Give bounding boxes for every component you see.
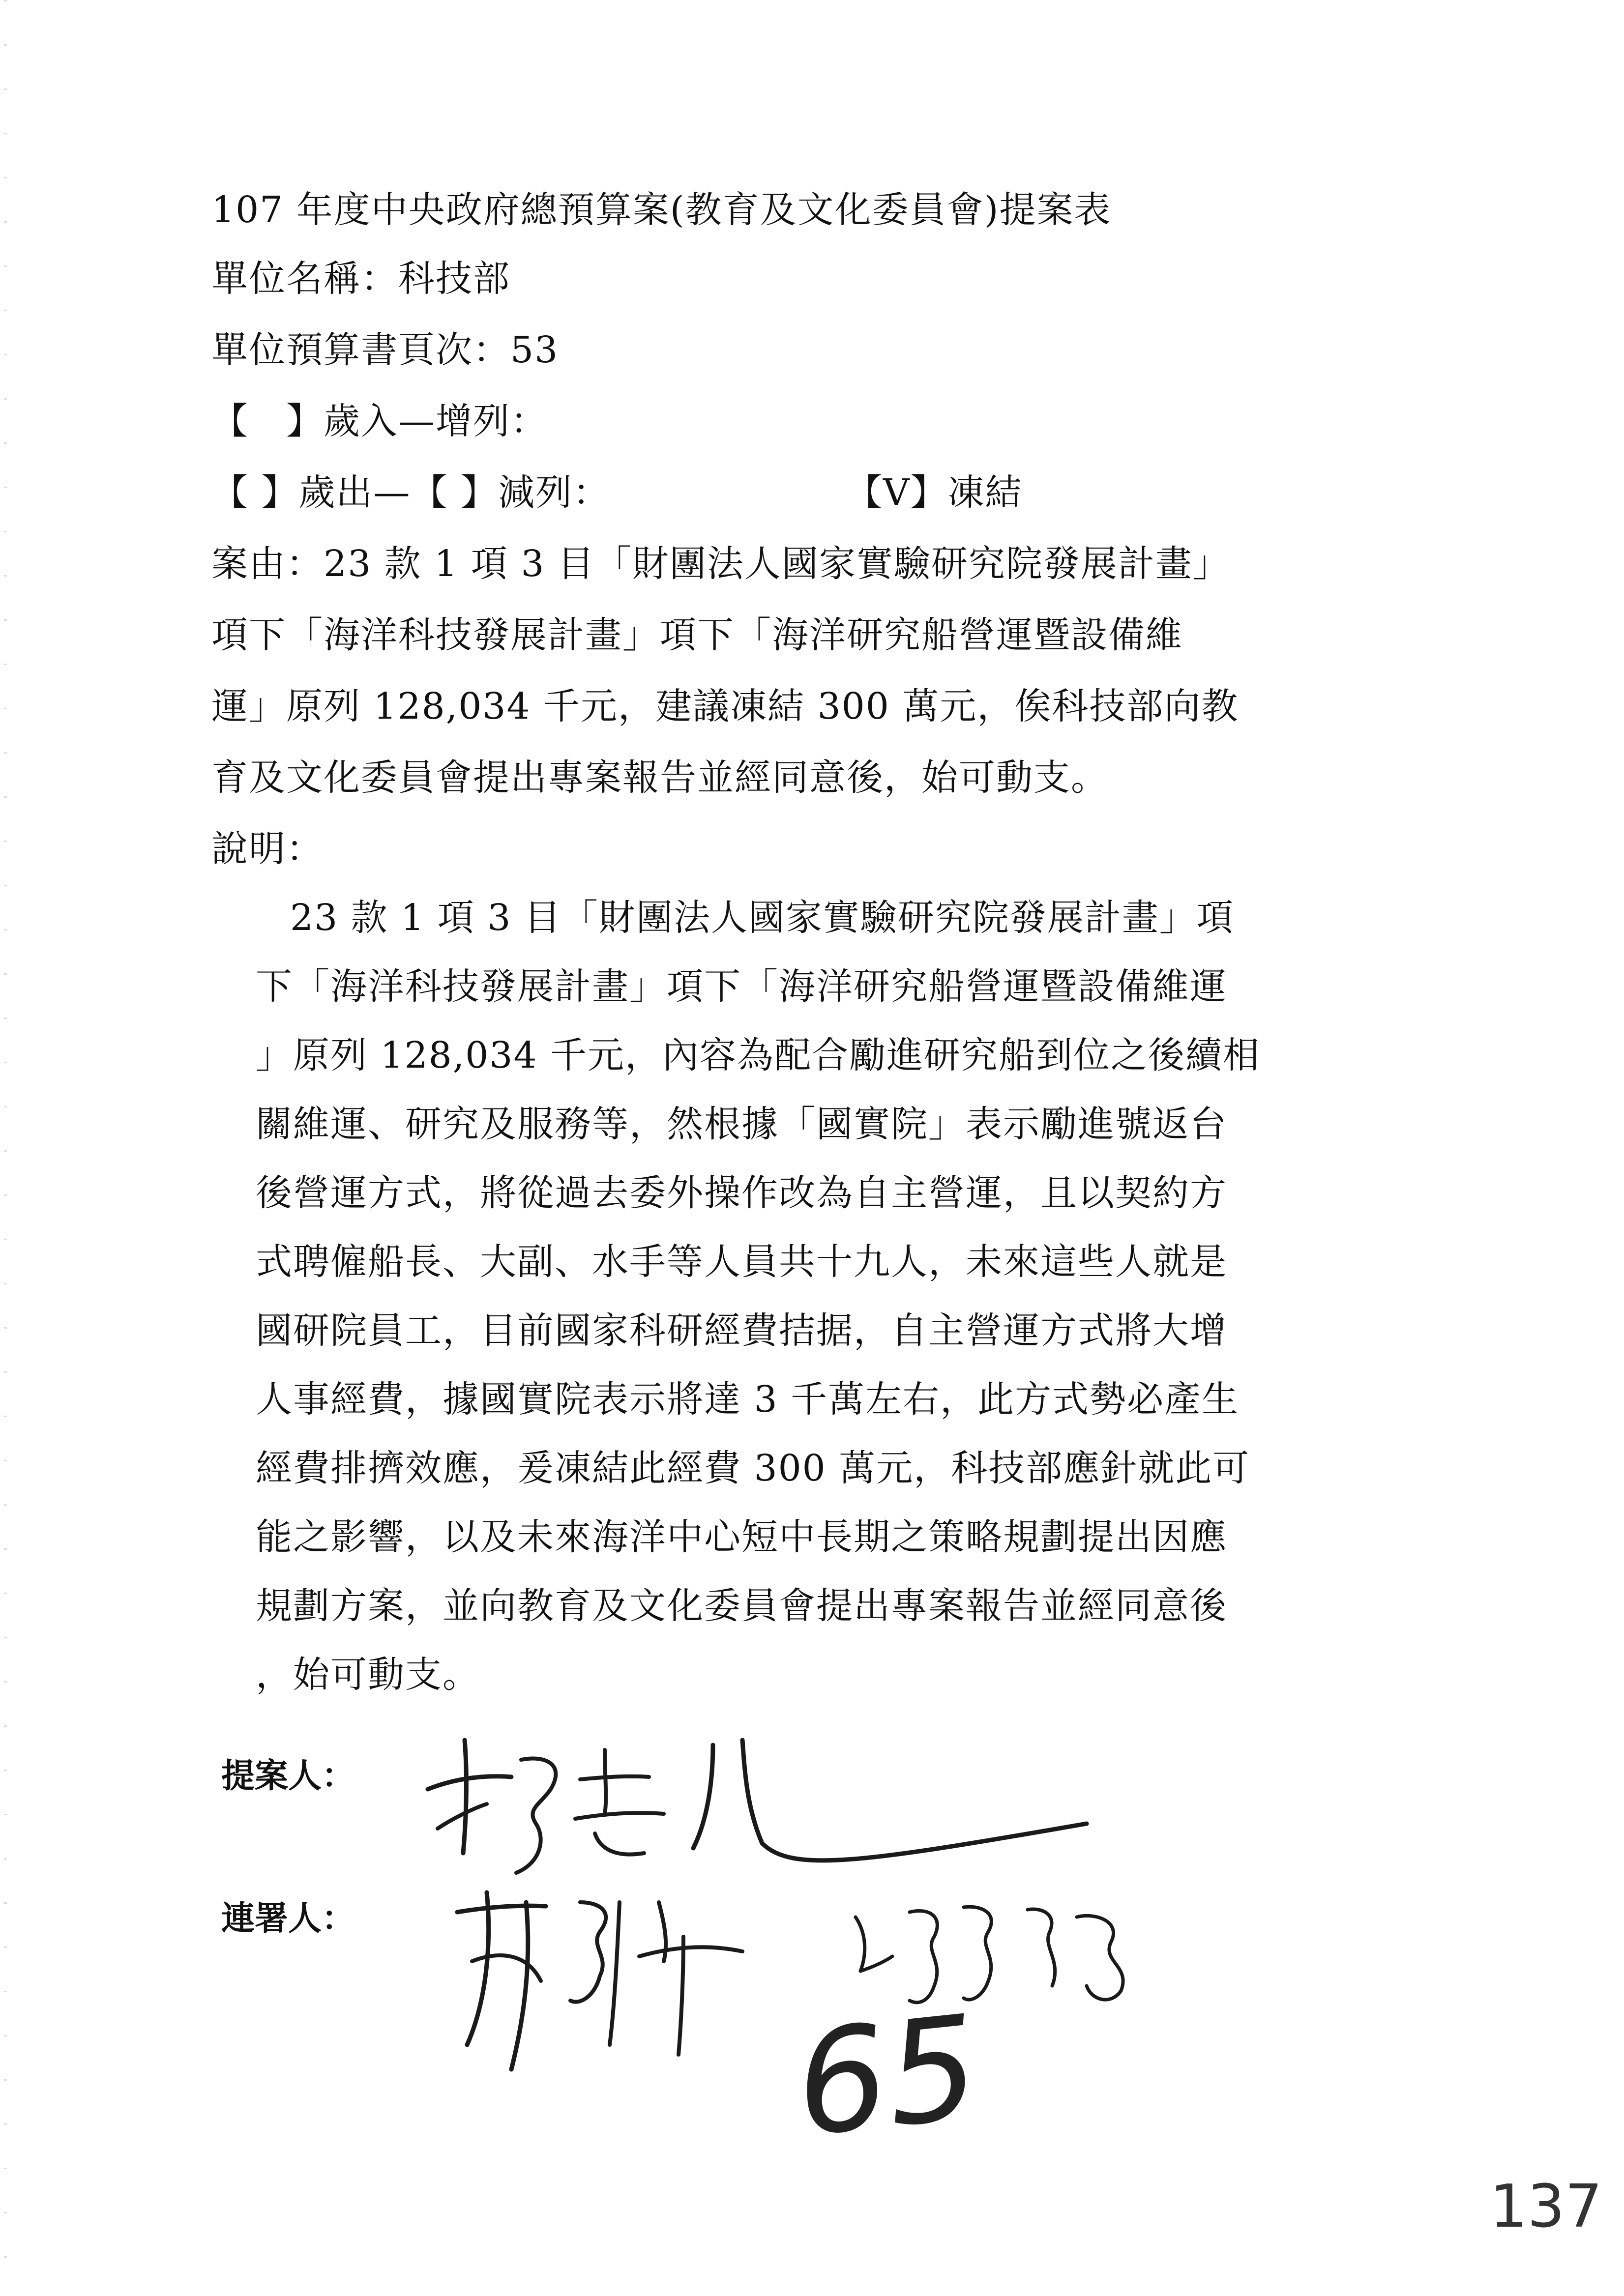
- handwritten-number: 65: [788, 1984, 986, 2169]
- cosigner-label: 連署人：: [221, 1899, 355, 1938]
- explanation-heading: 說明：: [211, 828, 324, 870]
- explanation-line: 」原列 128,034 千元，內容為配合勵進研究船到位之後續相: [256, 1034, 1261, 1076]
- budget-page-number: 單位預算書頁次：53: [211, 329, 559, 371]
- explanation-line: 能之影響，以及未來海洋中心短中長期之策略規劃提出因應: [256, 1516, 1227, 1558]
- explanation-line: 關維運、研究及服務等，然根據「國實院」表示勵進號返台: [256, 1103, 1227, 1145]
- case-line: 育及文化委員會提出專案報告並經同意後，始可動支。: [211, 756, 1108, 799]
- case-line: 運」原列 128,034 千元，建議凍結 300 萬元，俟科技部向教: [211, 685, 1239, 727]
- explanation-line: 國研院員工，目前國家科研經費拮据，自主營運方式將大增: [256, 1309, 1227, 1352]
- corner-page-number: 137: [1490, 2173, 1603, 2241]
- explanation-line: 下「海洋科技發展計畫」項下「海洋研究船營運暨設備維運: [256, 965, 1227, 1008]
- explanation-line: 規劃方案，並向教育及文化委員會提出專案報告並經同意後: [256, 1585, 1227, 1627]
- proposer-signature: [418, 1730, 1096, 1888]
- explanation-line: 式聘僱船長、大副、水手等人員共十九人，未來這些人就是: [256, 1241, 1227, 1283]
- freeze-option-checked: 【V】凍結: [846, 471, 1023, 514]
- explanation-line: ，始可動支。: [256, 1654, 480, 1696]
- case-line: 項下「海洋科技發展計畫」項下「海洋研究船營運暨設備維: [211, 614, 1183, 656]
- unit-name: 單位名稱：科技部: [211, 258, 510, 300]
- scan-edge-marks: [4, 0, 7, 2296]
- expense-reduce-option: 【 】歲出—【 】減列：: [211, 471, 611, 514]
- explanation-line: 後營運方式，將從過去委外操作改為自主營運，且以契約方: [256, 1172, 1227, 1214]
- explanation-line: 23 款 1 項 3 目「財團法人國家實驗研究院發展計畫」項: [290, 897, 1234, 939]
- form-title: 107 年度中央政府總預算案(教育及文化委員會)提案表: [211, 189, 1112, 231]
- revenue-increase-option: 【 】歲入—增列：: [211, 400, 548, 442]
- proposer-label: 提案人：: [221, 1757, 355, 1796]
- cosigner-signature-1: [452, 1883, 747, 2079]
- explanation-line: 經費排擠效應，爰凍結此經費 300 萬元，科技部應針就此可: [256, 1447, 1250, 1489]
- explanation-line: 人事經費，據國實院表示將達 3 千萬左右，此方式勢必產生: [256, 1378, 1240, 1421]
- case-line: 案由：23 款 1 項 3 目「財團法人國家實驗研究院發展計畫」: [211, 543, 1230, 585]
